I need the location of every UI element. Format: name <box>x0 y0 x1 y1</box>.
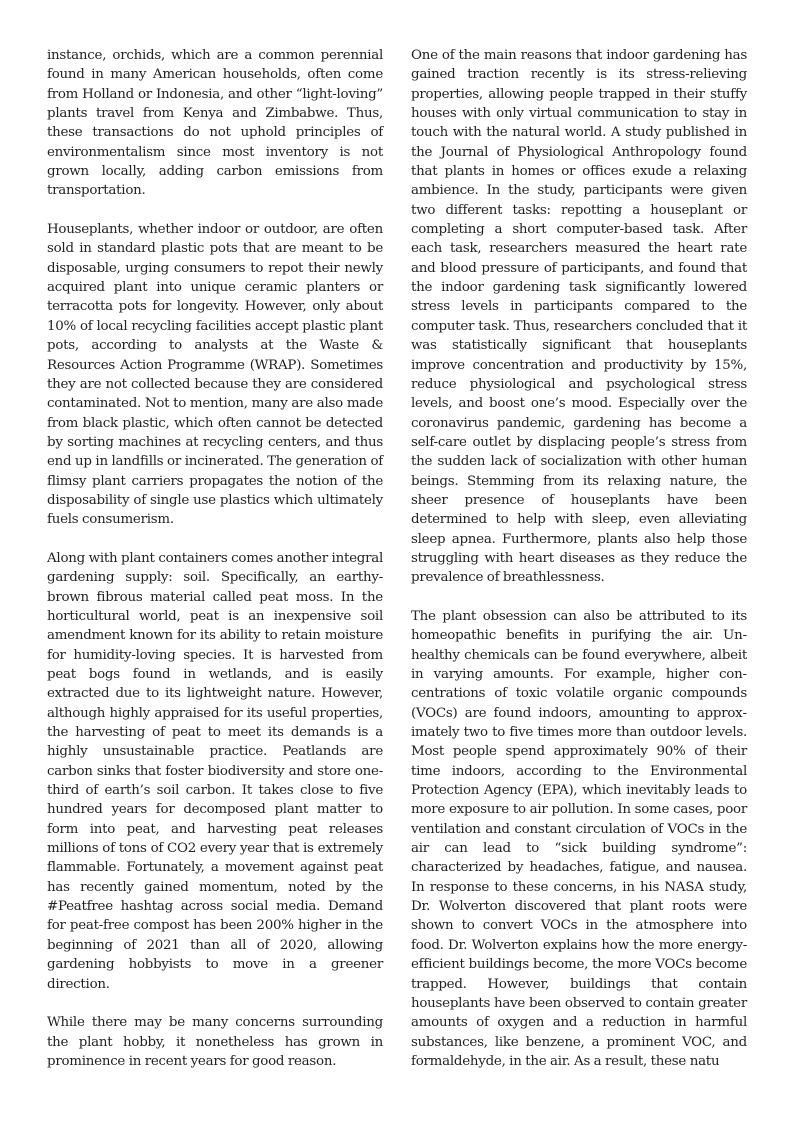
left-column <box>47 46 383 1091</box>
paragraph-air-purifying: The plant obsession can also be attributed to its homeopathic benefits in purifying the air. Unhealthy chemicals can be found everywhere, albeit in varying amounts. For example, higher concentrations of toxic volatile organic compounds (VOCs) are found indoors, amounting to approximately two to five times more than outdoor levels. Most people spend approximately 90% of their time indoors, according to the Environmental Protection Agency (EPA), which inevitably leads to more exposure to air pollution. In some cases, poor ventilation and constant circulation of VOCs in the air can lead to “sick building syndrome”: characterized by headaches, fatigue, and nausea. In response to these concerns, in his NASA study, Dr. Wolverton discovered that plant roots were shown to convert VOCs in the atmosphere into food. Dr. Wolverton explains how the more energy-efficient buildings become, the more VOCs become trapped. However, buildings that contain houseplants have been observed to contain greater amounts of oxygen and a reduction in harmful substances, like benzene, a prominent VOC, and formaldehyde, in the air. As a result, these natu <box>411 608 747 1069</box>
right-column <box>411 46 747 1091</box>
paragraph-orchids-transport: instance, orchids, which are a common perennial found in many American households, often come from Holland or Indonesia, and other “light-loving” plants travel from Kenya and Zimbabwe. Thus, these transactions do not uphold principles of environmentalism since most inventory is not grown locally, adding carbon emissions from transportation. <box>47 48 383 199</box>
paragraph-plastic-pots: Houseplants, whether indoor or outdoor, are often sold in standard plastic pots that are meant to be disposable, urging consumers to repot their newly acquired plant into unique ceramic planters or terracotta pots for longevity. However, only about 10% of local recycling facilities accept plastic plant pots, according to analysts at the Waste & Resources Action Programme (WRAP). Sometimes they are not collected because they are considered contaminated. Not to mention, many are also made from black plastic, which often cannot be detected by sorting machines at recycling centers, and thus end up in landfills or incinerated. The generation of flimsy plant carriers propagates the notion of the disposability of single use plastics which ultimately fuels consumerism. <box>47 222 383 528</box>
paragraph-hobby-prominence: While there may be many concerns surrounding the plant hobby, it nonetheless has grown in prominence in recent years for good reason. <box>47 1015 383 1069</box>
paragraph-peat-moss: Along with plant containers comes another integral gardening supply: soil. Specifically, an earthy-brown fibrous material called peat moss. In the horticultural world, peat is an inexpensive soil amendment known for its ability to retain moisture for humidity-loving species. It is harvested from peat bogs found in wetlands, and is easily extracted due to its lightweight nature. However, although highly appraised for its useful properties, the harvesting of peat to meet its demands is a highly unsustainable practice. Peatlands are carbon sinks that foster biodiversity and store one-third of earth’s soil carbon. It takes close to five hundred years for decomposed plant matter to form into peat, and harvesting peat releases millions of tons of CO2 every year that is extremely flammable. Fortunately, a movement against peat has recently gained momentum, noted by the #Peatfree hashtag across social media. Demand for peat-free compost has been 200% higher in the beginning of 2021 than all of 2020, allowing gardening hobbyists to move in a greener direction. <box>47 550 383 992</box>
paragraph-stress-relief: One of the main reasons that indoor gardening has gained traction recently is its stress-relieving properties, allowing people trapped in their stuffy houses with only virtual communication to stay in touch with the natural world. A study published in the Journal of Physiological Anthropology found that plants in homes or offices exude a relaxing ambience. In the study, participants were given two different tasks: repotting a houseplant or completing a short computer-based task. After each task, researchers measured the heart rate and blood pressure of participants, and found that the indoor gardening task significantly lowered stress levels in participants compared to the computer task. Thus, researchers concluded that it was statistically significant that houseplants improve concentration and productivity by 15%, reduce physiological and psychological stress levels, and boost one’s mood. Especially over the coronavirus pandemic, gardening has become a self-care outlet by displacing people’s stress from the sudden lack of socialization with other human beings. Stemming from its relaxing nature, the sheer presence of houseplants have been determined to help with sleep, even alleviating sleep apnea. Furthermore, plants also help those struggling with heart diseases as they reduce the prevalence of breathlessness. <box>411 48 747 586</box>
